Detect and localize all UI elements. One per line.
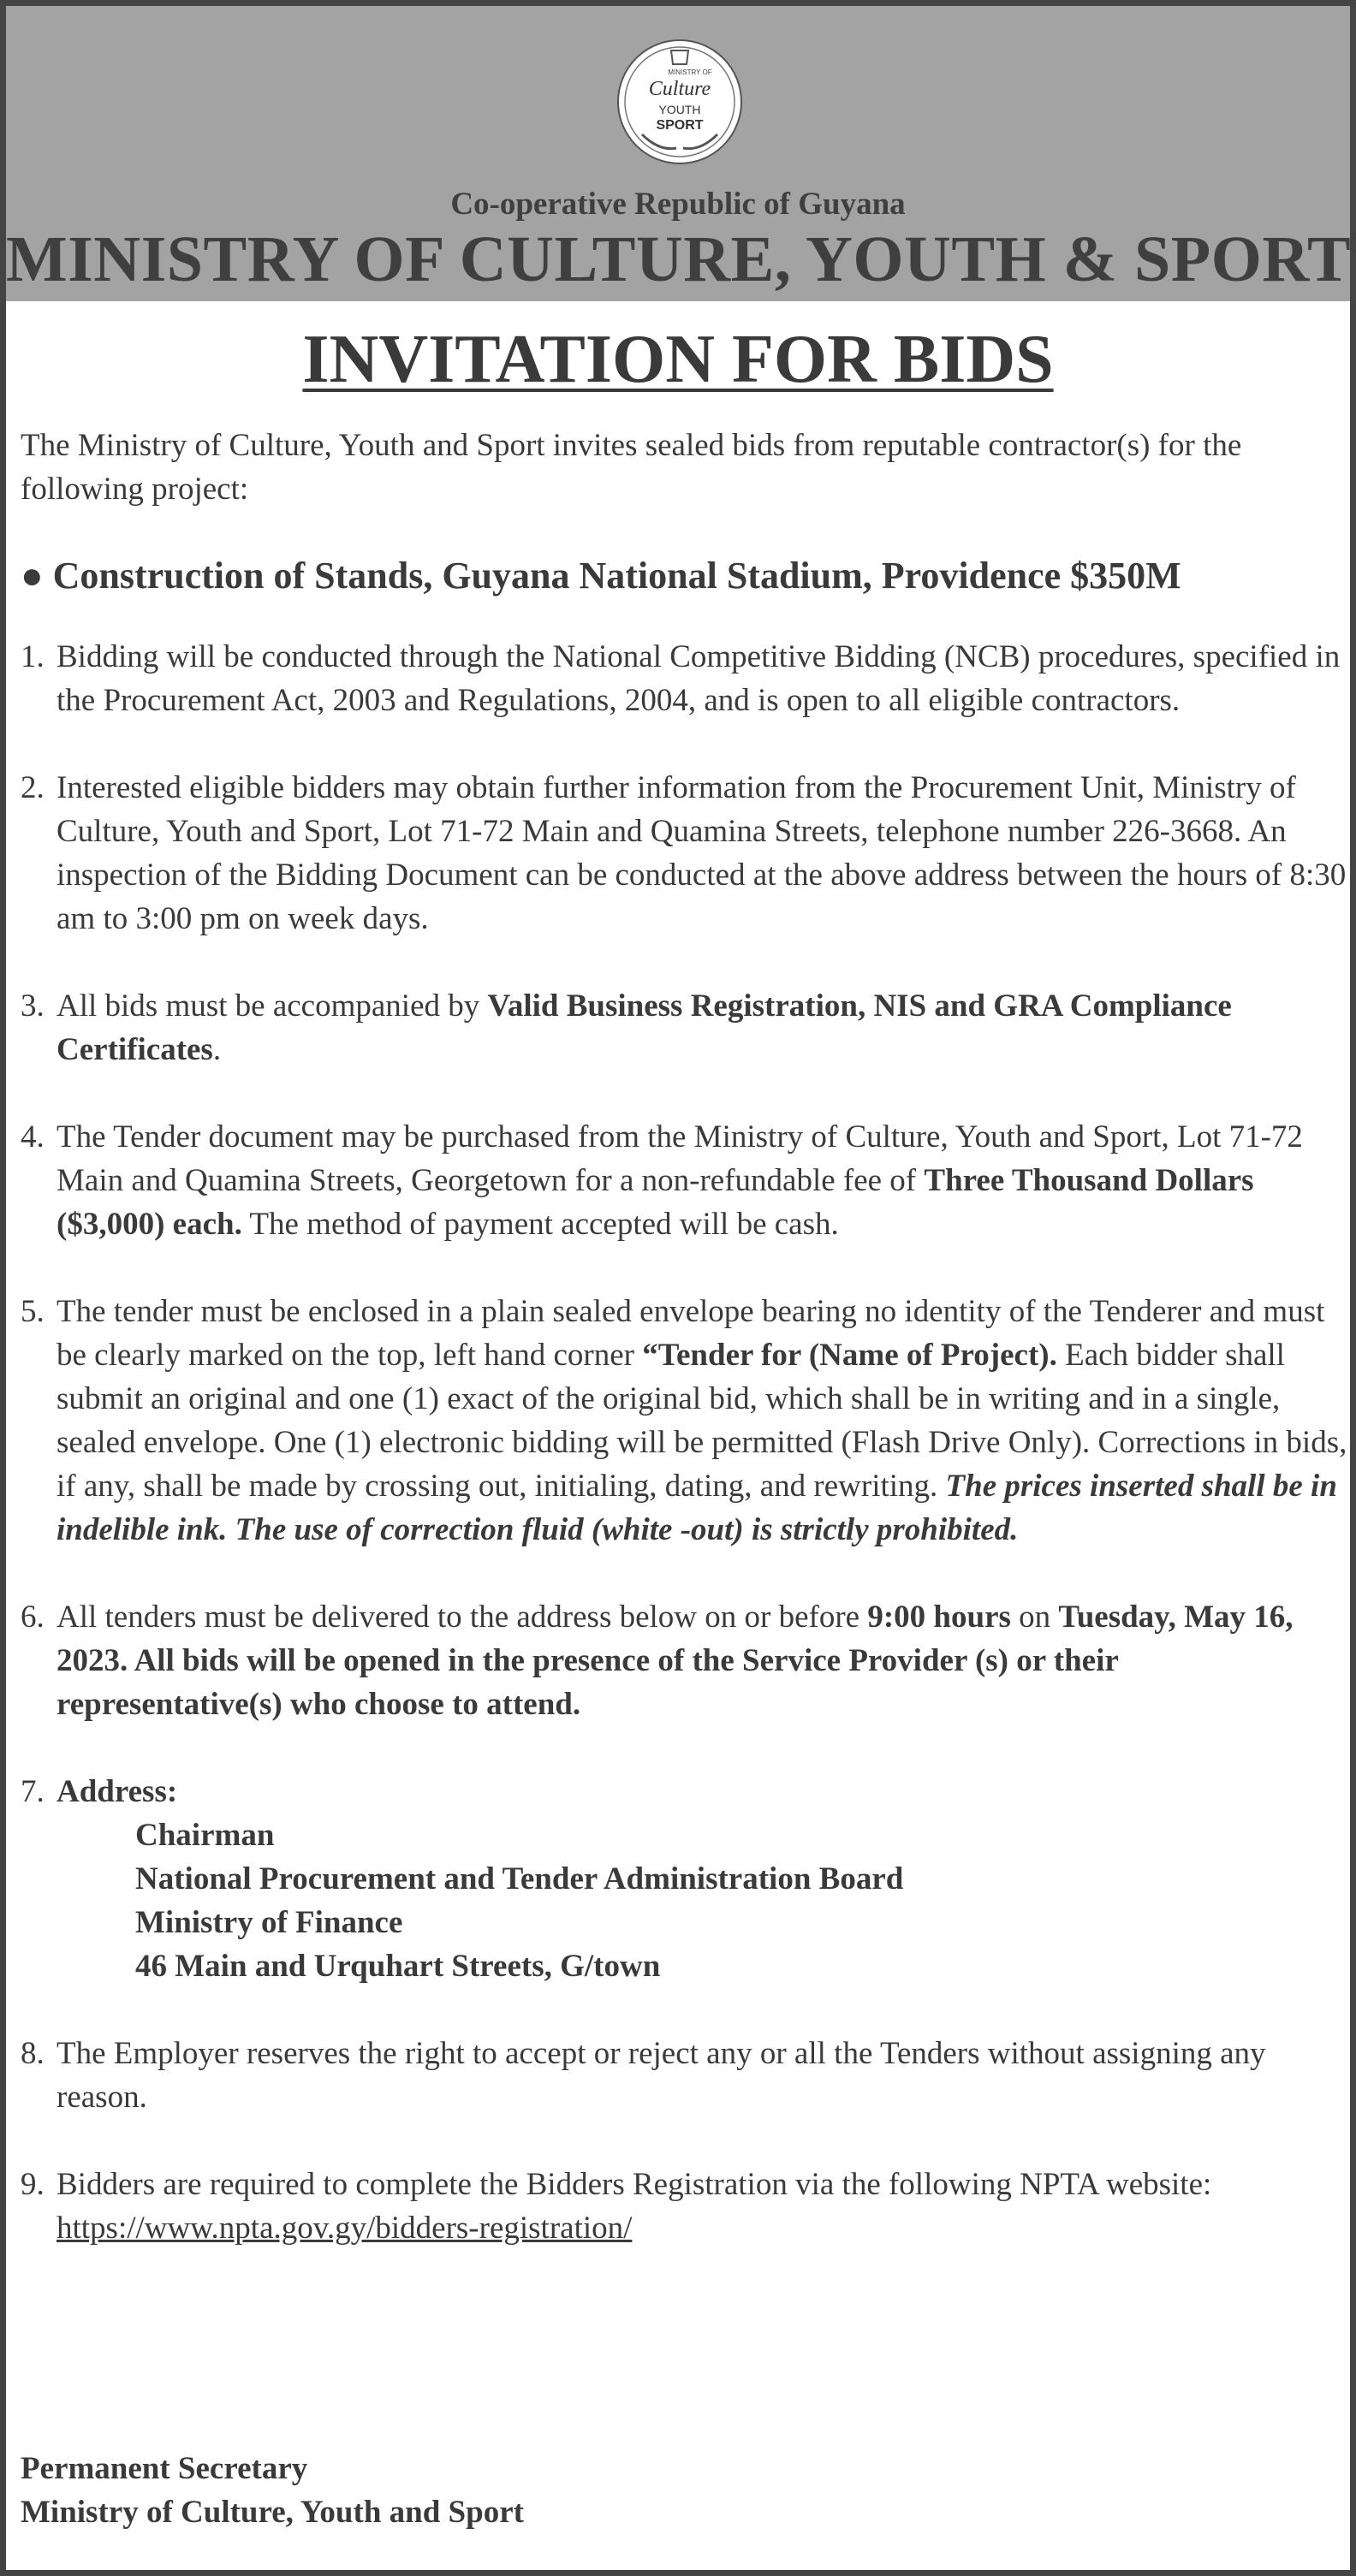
item-number: 4. (21, 1119, 45, 1154)
list-item-8 (21, 2032, 1347, 2119)
item-text: The Employer reserves the right to accept or reject any or all the Tenders without assigning any reason. (56, 2036, 1266, 2115)
item-text-bold: Three Thousand Dollars ($3,000) each. (56, 1163, 1254, 1242)
item-number: 9. (21, 2167, 45, 2202)
intro-paragraph: The Ministry of Culture, Youth and Sport invites sealed bids from reputable contractor(s) for the following project: (21, 428, 1242, 507)
item-number: 8. (21, 2036, 45, 2071)
logo-youth-text: YOUTH (658, 103, 701, 116)
address-line: Chairman (135, 1818, 275, 1853)
item-number: 1. (21, 639, 45, 674)
address-label: Address: (56, 1774, 178, 1809)
item-number: 2. (21, 770, 45, 805)
item-text-bold: “Tender for (Name of Project). (642, 1338, 1057, 1373)
ministry-logo (616, 39, 743, 165)
list-item-1 (21, 635, 1347, 722)
signoff-block (21, 2447, 524, 2534)
item-text (56, 984, 1347, 1071)
item-text-normal: The Tender document may be purchased from the Ministry of Culture, Youth and Sport, Lot 71-72 Main and Quamina Streets, Georgetown for a non-refundable fee of (56, 1119, 1303, 1198)
item-text (56, 1595, 1347, 1726)
item-number: 7. (21, 1774, 45, 1809)
item-text-normal: All tenders must be delivered to the address below on or before (56, 1600, 868, 1635)
item-text-normal: The tender must be enclosed in a plain sealed envelope bearing no identity of the Tenderer and must be clearly marked on the top, left hand corner (56, 1294, 1325, 1373)
address-line: 46 Main and Urquhart Streets, G/town (135, 1949, 661, 1984)
signoff-title: Permanent Secretary (21, 2451, 308, 2486)
project-line (21, 554, 1347, 597)
signoff-organization: Ministry of Culture, Youth and Sport (21, 2495, 524, 2530)
item-text-bold: Tuesday, May 16, 2023. All bids will be opened in the presence of the Service Provider (s) or their representative(s) who choose to attend. (56, 1600, 1294, 1722)
document-body (21, 424, 1347, 2294)
item-text-normal: All bids must be accompanied by (56, 988, 488, 1024)
item-text (56, 1290, 1347, 1552)
bullet-icon: ● (21, 555, 44, 597)
item-number: 5. (21, 1294, 45, 1329)
list-item-5 (21, 1290, 1347, 1552)
address-line: Ministry of Finance (135, 1905, 403, 1940)
list-item-4 (21, 1115, 1347, 1246)
item-text: Bidding will be conducted through the National Competitive Bidding (NCB) procedures, specified in the Procurement Act, 2003 and Regulations, 2004, and is open to all eligible contractors. (56, 639, 1341, 718)
item-text-normal: on (1010, 1600, 1059, 1635)
item-text (56, 2163, 1347, 2250)
address-block (56, 1770, 1347, 1988)
list-item-2 (21, 766, 1347, 941)
item-text: Interested eligible bidders may obtain further information from the Procurement Unit, Ministry of Culture, Youth and Sport, Lot 71-72 Main and Quamina Streets, telephone number 226-3668. An inspection of the Bidding Document can be conducted at the above address between the hours of 8:30 am to 3:00 pm on week days. (56, 770, 1347, 936)
list-item-7 (21, 1770, 1347, 1988)
list-item-6 (21, 1595, 1347, 1726)
list-item-3 (21, 984, 1347, 1071)
ministry-name: MINISTRY OF CULTURE, YOUTH & SPORT (6, 223, 1352, 295)
item-number: 3. (21, 988, 45, 1024)
logo-ministry-text: MINISTRY OF (668, 68, 712, 76)
logo-sport-text: SPORT (656, 118, 704, 133)
item-text-normal: Bidders are required to complete the Bidders Registration via the following NPTA website: (56, 2167, 1212, 2202)
item-text-bold: Valid Business Registration, NIS and GRA Compliance Certificates (56, 988, 1232, 1067)
logo-culture-text: Culture (648, 78, 711, 100)
project-text: Construction of Stands, Guyana National Stadium, Providence $350M (52, 555, 1181, 597)
item-number: 6. (21, 1600, 45, 1635)
item-text-normal: . (212, 1032, 222, 1067)
header-band (6, 6, 1350, 301)
item-text (56, 1115, 1347, 1246)
item-text-normal: Each bidder shall submit an original and one (1) exact of the original bid, which shall be in writing and in a single, sealed envelope. One (1) electronic bidding will be permitted (Flash Drive Only). Corrections in bids, if any, shall be made by crossing out, initialing, dating, and rewriting. (56, 1338, 1347, 1504)
registration-link[interactable]: https://www.npta.gov.gy/bidders-registration/ (56, 2211, 633, 2246)
list-item-9 (21, 2163, 1347, 2250)
item-text-bold: 9:00 hours (867, 1600, 1011, 1635)
country-name: Co-operative Republic of Guyana (450, 187, 906, 222)
item-text-bold-italic: The prices inserted shall be in indelible ink. The use of correction fluid (white -out) is strictly prohibited. (56, 1469, 1337, 1547)
address-line: National Procurement and Tender Administration Board (135, 1861, 904, 1896)
item-text-normal: The method of payment accepted will be cash. (241, 1207, 839, 1242)
document-title: INVITATION FOR BIDS (302, 322, 1054, 397)
